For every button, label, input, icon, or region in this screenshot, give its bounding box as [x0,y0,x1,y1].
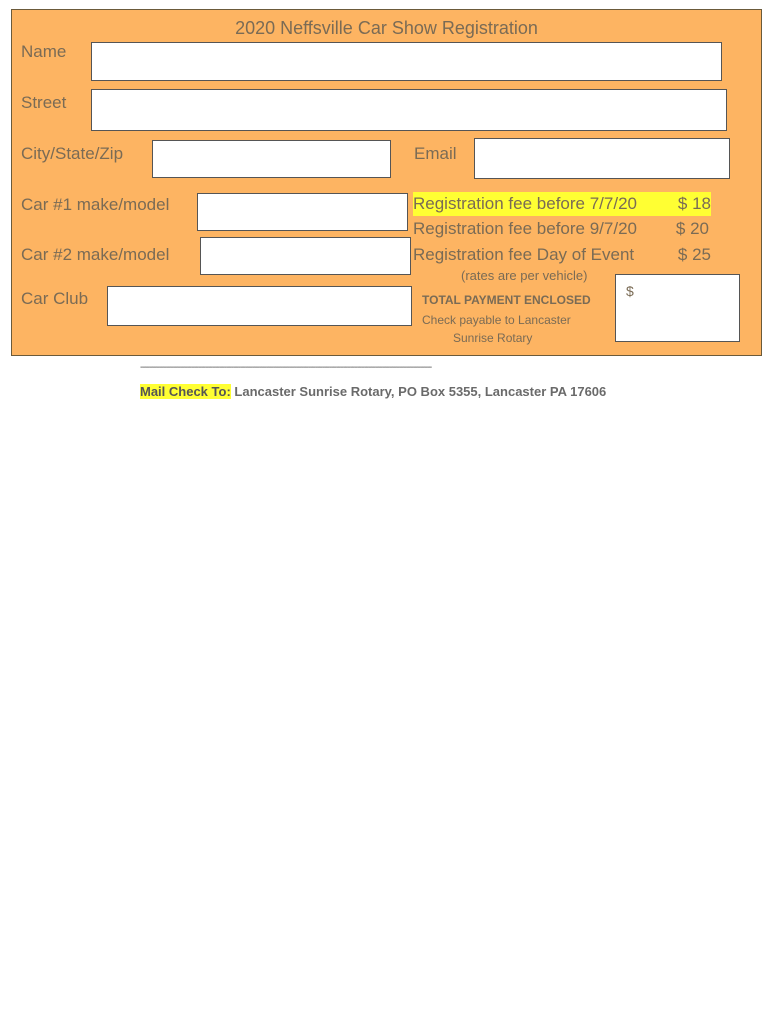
fee-day-of-amount: $ 25 [677,245,711,264]
car1-field[interactable] [197,193,408,231]
car2-label: Car #2 make/model [21,245,170,264]
city-state-zip-label: City/State/Zip [21,144,124,163]
fee-early [413,192,711,216]
car2-field[interactable] [200,237,411,275]
street-field[interactable] [91,89,727,131]
name-label: Name [21,42,67,61]
fee-early-label: Registration fee before 7/7/20 [413,194,637,213]
car-club-label: Car Club [21,289,89,308]
dollar-sign: $ [626,283,634,299]
mail-address: Lancaster Sunrise Rotary, PO Box 5355, Lancaster PA 17606 [230,384,607,399]
car1-label: Car #1 make/model [21,195,170,214]
rates-note: (rates are per vehicle) [461,268,588,283]
total-payment-label: TOTAL PAYMENT ENCLOSED [422,293,591,307]
check-note-line1: Check payable to Lancaster [422,313,571,327]
fee-regular-amount: $ 20 [675,219,709,238]
fee-day-of [413,243,711,267]
mail-check-label: Mail Check To: [140,384,231,399]
city-state-zip-field[interactable] [152,140,391,178]
fee-day-of-label: Registration fee Day of Event [413,245,635,264]
fee-early-amount: $ 18 [677,194,711,213]
mail-instructions [140,384,606,399]
street-label: Street [21,93,67,112]
fee-regular-label: Registration fee before 9/7/20 [413,219,637,238]
email-field[interactable] [474,138,730,179]
cut-line: ----------------------------------------------------------------------------------------------------------------------------- [140,362,432,373]
form-title: 2020 Neffsville Car Show Registration [235,18,538,38]
fee-regular [413,217,709,241]
email-label: Email [414,144,457,163]
car-club-field[interactable] [107,286,412,326]
total-payment-field[interactable] [615,274,740,342]
check-note-line2: Sunrise Rotary [453,331,533,345]
registration-form [11,9,762,356]
name-field[interactable] [91,42,722,81]
